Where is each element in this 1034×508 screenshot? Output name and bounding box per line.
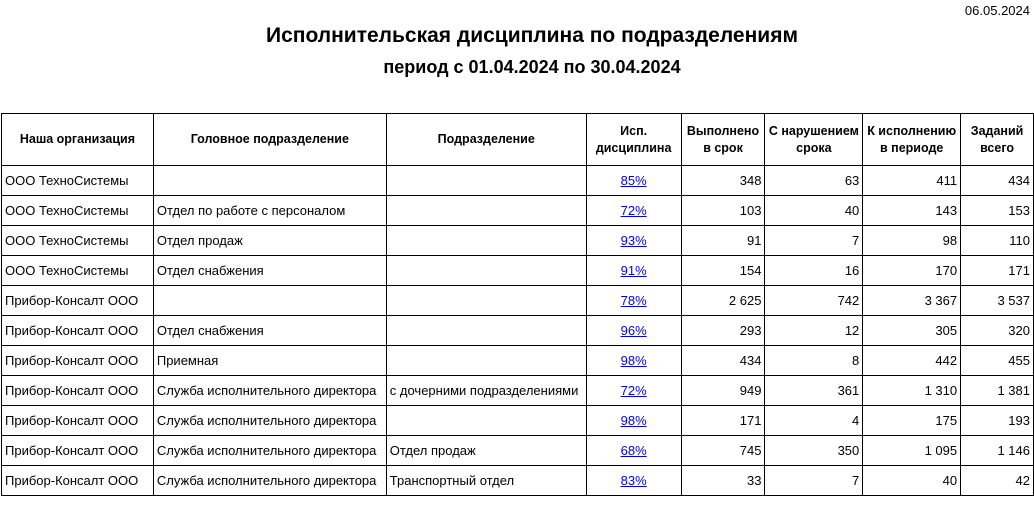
org-cell: Прибор-Консалт ООО: [2, 316, 154, 346]
violated-cell: 4: [765, 406, 863, 436]
total-cell: 171: [961, 256, 1034, 286]
violated-cell: 63: [765, 166, 863, 196]
col-header-dept: Подразделение: [386, 114, 586, 166]
discipline-cell: [586, 406, 681, 436]
discipline-cell: [586, 316, 681, 346]
discipline-cell: [586, 376, 681, 406]
discipline-cell: [586, 196, 681, 226]
table-row: [2, 346, 1034, 376]
on-time-cell: 91: [681, 226, 765, 256]
total-cell: 320: [961, 316, 1034, 346]
discipline-link[interactable]: 72%: [620, 203, 647, 218]
head-dept-cell: Отдел снабжения: [153, 256, 386, 286]
total-cell: 193: [961, 406, 1034, 436]
report-period: период с 01.04.2024 по 30.04.2024: [383, 57, 681, 77]
report-title: Исполнительская дисциплина по подразделениям: [266, 24, 798, 47]
org-cell: ООО ТехноСистемы: [2, 256, 154, 286]
violated-cell: 40: [765, 196, 863, 226]
head-dept-cell: Отдел снабжения: [153, 316, 386, 346]
to-execute-cell: 3 367: [863, 286, 961, 316]
col-header-discipline: Исп. дисциплина: [586, 114, 681, 166]
dept-cell: с дочерними подразделениями: [386, 376, 586, 406]
dept-cell: [386, 166, 586, 196]
org-cell: Прибор-Консалт ООО: [2, 346, 154, 376]
head-dept-cell: [153, 286, 386, 316]
dept-cell: Отдел продаж: [386, 436, 586, 466]
table-row: [2, 376, 1034, 406]
col-header-violated: С нарушением срока: [765, 114, 863, 166]
org-cell: ООО ТехноСистемы: [2, 196, 154, 226]
on-time-cell: 745: [681, 436, 765, 466]
col-header-total: Заданий всего: [961, 114, 1034, 166]
violated-cell: 742: [765, 286, 863, 316]
discipline-link[interactable]: 85%: [620, 173, 647, 188]
head-dept-cell: Служба исполнительного директора: [153, 406, 386, 436]
on-time-cell: 33: [681, 466, 765, 496]
discipline-link[interactable]: 72%: [620, 383, 647, 398]
col-header-org: Наша организация: [2, 114, 154, 166]
to-execute-cell: 411: [863, 166, 961, 196]
dept-cell: [386, 286, 586, 316]
dept-cell: [386, 316, 586, 346]
discipline-cell: [586, 346, 681, 376]
total-cell: 153: [961, 196, 1034, 226]
table-row: [2, 196, 1034, 226]
head-dept-cell: Отдел продаж: [153, 226, 386, 256]
total-cell: 1 381: [961, 376, 1034, 406]
discipline-link[interactable]: 68%: [620, 443, 647, 458]
table-row: [2, 436, 1034, 466]
on-time-cell: 348: [681, 166, 765, 196]
discipline-cell: [586, 436, 681, 466]
org-cell: Прибор-Консалт ООО: [2, 286, 154, 316]
total-cell: 455: [961, 346, 1034, 376]
to-execute-cell: 305: [863, 316, 961, 346]
violated-cell: 8: [765, 346, 863, 376]
to-execute-cell: 1 310: [863, 376, 961, 406]
to-execute-cell: 40: [863, 466, 961, 496]
table-row: [2, 316, 1034, 346]
to-execute-cell: 442: [863, 346, 961, 376]
head-dept-cell: Служба исполнительного директора: [153, 466, 386, 496]
col-header-head-dept: Головное подразделение: [153, 114, 386, 166]
dept-cell: [386, 256, 586, 286]
table-row: [2, 226, 1034, 256]
to-execute-cell: 170: [863, 256, 961, 286]
on-time-cell: 293: [681, 316, 765, 346]
org-cell: Прибор-Консалт ООО: [2, 376, 154, 406]
dept-cell: [386, 406, 586, 436]
total-cell: 3 537: [961, 286, 1034, 316]
discipline-cell: [586, 166, 681, 196]
head-dept-cell: Служба исполнительного директора: [153, 436, 386, 466]
total-cell: 434: [961, 166, 1034, 196]
table-row: [2, 466, 1034, 496]
org-cell: ООО ТехноСистемы: [2, 226, 154, 256]
table-row: [2, 286, 1034, 316]
org-cell: ООО ТехноСистемы: [2, 166, 154, 196]
table-row: [2, 166, 1034, 196]
col-header-to-execute: К исполнению в периоде: [863, 114, 961, 166]
report-date: 06.05.2024: [964, 3, 1030, 18]
discipline-cell: [586, 466, 681, 496]
org-cell: Прибор-Консалт ООО: [2, 406, 154, 436]
dept-cell: [386, 346, 586, 376]
violated-cell: 16: [765, 256, 863, 286]
discipline-link[interactable]: 83%: [620, 473, 647, 488]
violated-cell: 7: [765, 226, 863, 256]
head-dept-cell: Приемная: [153, 346, 386, 376]
violated-cell: 361: [765, 376, 863, 406]
header-row: [2, 114, 1034, 166]
head-dept-cell: Отдел по работе с персоналом: [153, 196, 386, 226]
head-dept-cell: Служба исполнительного директора: [153, 376, 386, 406]
violated-cell: 12: [765, 316, 863, 346]
col-header-on-time: Выполнено в срок: [681, 114, 765, 166]
head-dept-cell: [153, 166, 386, 196]
dept-cell: [386, 196, 586, 226]
discipline-link[interactable]: 98%: [620, 353, 647, 368]
total-cell: 42: [961, 466, 1034, 496]
org-cell: Прибор-Консалт ООО: [2, 466, 154, 496]
discipline-link[interactable]: 98%: [620, 413, 647, 428]
on-time-cell: 2 625: [681, 286, 765, 316]
discipline-cell: [586, 226, 681, 256]
on-time-cell: 171: [681, 406, 765, 436]
discipline-cell: [586, 256, 681, 286]
org-cell: Прибор-Консалт ООО: [2, 436, 154, 466]
discipline-link[interactable]: 91%: [620, 263, 647, 278]
dept-cell: Транспортный отдел: [386, 466, 586, 496]
discipline-cell: [586, 286, 681, 316]
on-time-cell: 434: [681, 346, 765, 376]
to-execute-cell: 175: [863, 406, 961, 436]
discipline-link[interactable]: 96%: [620, 323, 647, 338]
on-time-cell: 154: [681, 256, 765, 286]
to-execute-cell: 1 095: [863, 436, 961, 466]
to-execute-cell: 98: [863, 226, 961, 256]
on-time-cell: 949: [681, 376, 765, 406]
discipline-table: [1, 113, 1034, 496]
discipline-link[interactable]: 93%: [620, 233, 647, 248]
on-time-cell: 103: [681, 196, 765, 226]
violated-cell: 350: [765, 436, 863, 466]
table-row: [2, 406, 1034, 436]
violated-cell: 7: [765, 466, 863, 496]
table-row: [2, 256, 1034, 286]
discipline-link[interactable]: 78%: [620, 293, 647, 308]
total-cell: 110: [961, 226, 1034, 256]
total-cell: 1 146: [961, 436, 1034, 466]
to-execute-cell: 143: [863, 196, 961, 226]
dept-cell: [386, 226, 586, 256]
